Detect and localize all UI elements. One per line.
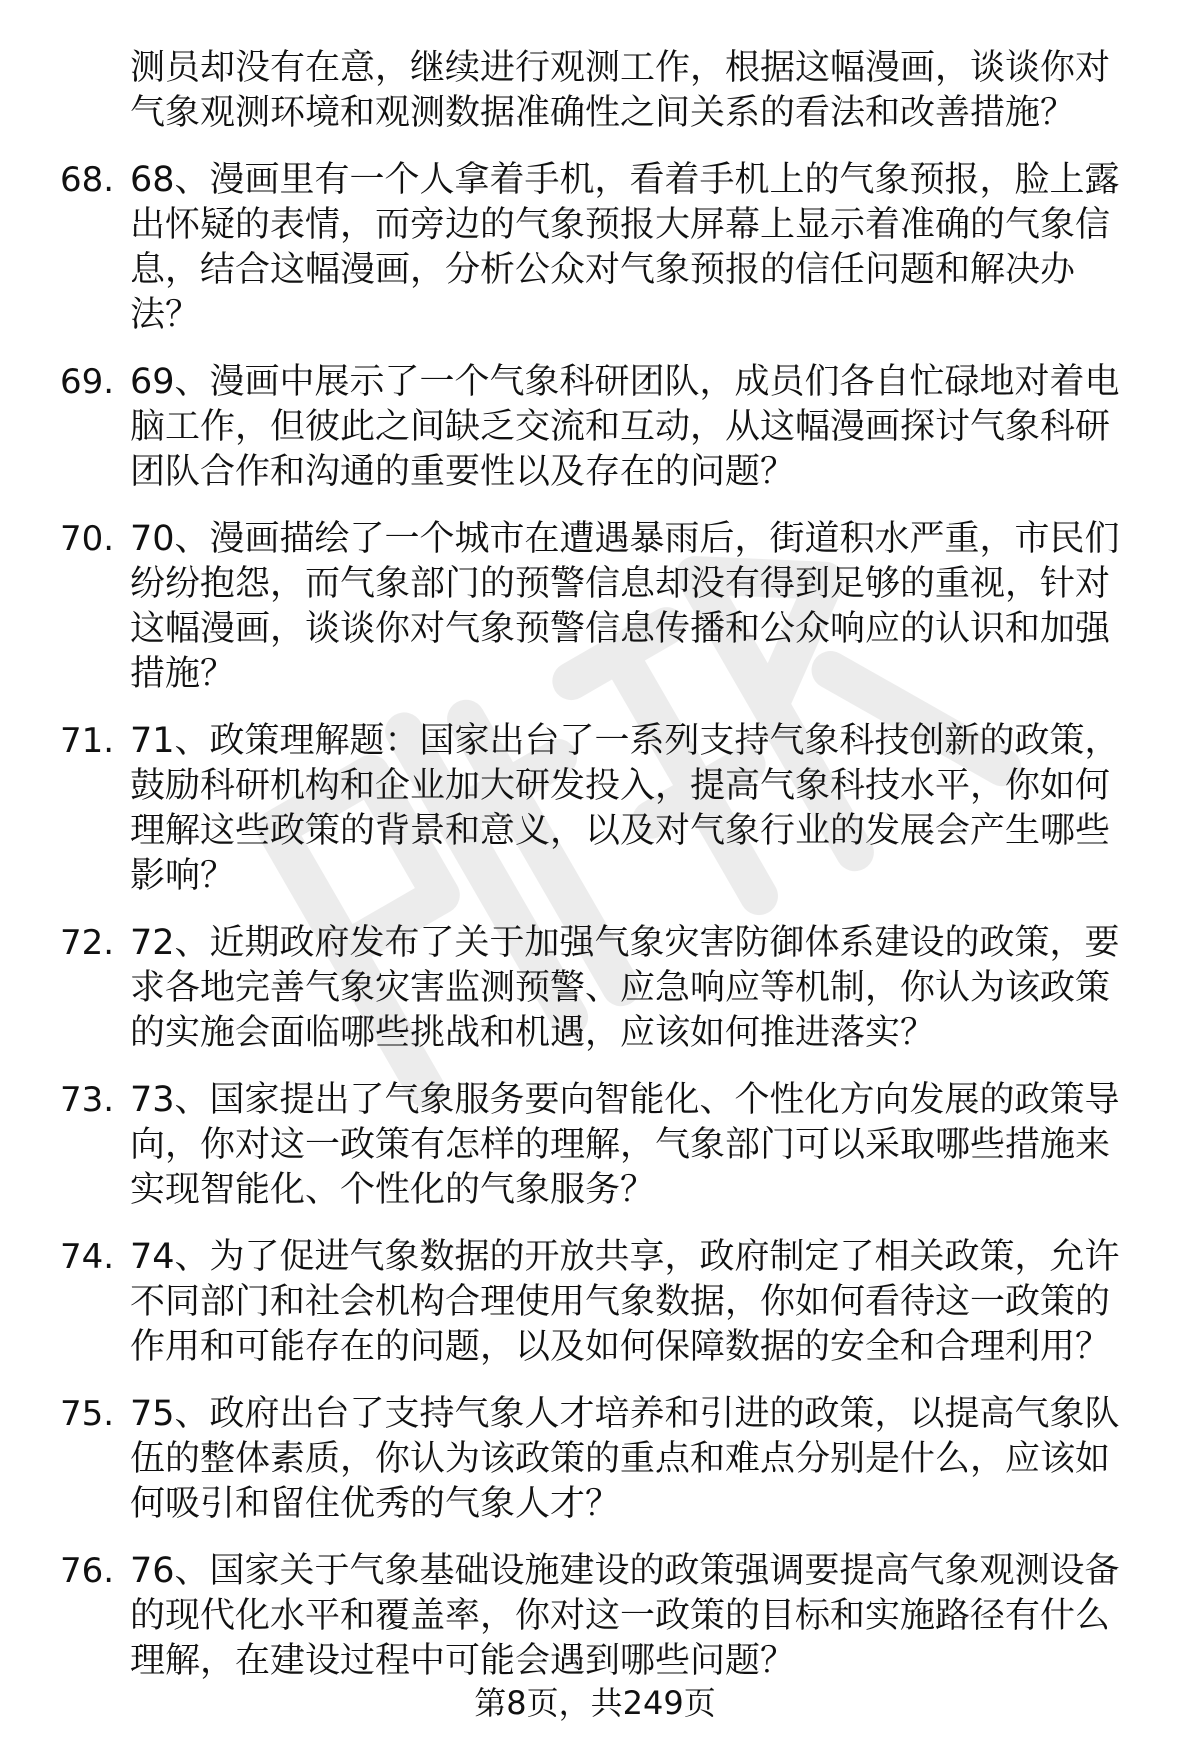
question-text: 74、为了促进气象数据的开放共享，政府制定了相关政策，允许不同部门和社会机构合理使用气象数据，你如何看待这一政策的作用和可能存在的问题，以及如何保障数据的安全和合理利用？ (130, 1237, 1120, 1367)
question-number: 72. (60, 923, 115, 963)
question-list (60, 158, 1150, 1684)
question-item (60, 1235, 1150, 1370)
question-text: 73、国家提出了气象服务要向智能化、个性化方向发展的政策导向，你对这一政策有怎样的理解，气象部门可以采取哪些措施来实现智能化、个性化的气象服务？ (130, 1080, 1120, 1210)
question-text: 69、漫画中展示了一个气象科研团队，成员们各自忙碌地对着电脑工作，但彼此之间缺乏交流和互动，从这幅漫画探讨气象科研团队合作和沟通的重要性以及存在的问题？ (130, 362, 1120, 492)
question-number: 76. (60, 1551, 115, 1591)
question-number: 70. (60, 519, 115, 559)
question-item (60, 1078, 1150, 1213)
question-item (60, 158, 1150, 338)
question-item (60, 360, 1150, 495)
question-item (60, 517, 1150, 697)
question-number: 73. (60, 1080, 115, 1120)
question-text: 71、政策理解题：国家出台了一系列支持气象科技创新的政策，鼓励科研机构和企业加大研发投入，提高气象科技水平，你如何理解这些政策的背景和意义，以及对气象行业的发展会产生哪些影响？ (130, 721, 1120, 896)
question-number: 69. (60, 362, 115, 402)
question-number: 68. (60, 160, 115, 200)
question-item (60, 1549, 1150, 1684)
question-text: 68、漫画里有一个人拿着手机，看着手机上的气象预报，脸上露出怀疑的表情，而旁边的气象预报大屏幕上显示着准确的气象信息，结合这幅漫画，分析公众对气象预报的信任问题和解决办法？ (130, 160, 1120, 335)
question-number: 75. (60, 1394, 115, 1434)
question-text: 75、政府出台了支持气象人才培养和引进的政策，以提高气象队伍的整体素质，你认为该政策的重点和难点分别是什么，应该如何吸引和留住优秀的气象人才？ (130, 1394, 1120, 1524)
question-item (60, 719, 1150, 899)
question-text: 70、漫画描绘了一个城市在遭遇暴雨后，街道积水严重，市民们纷纷抱怨，而气象部门的预警信息却没有得到足够的重视，针对这幅漫画，谈谈你对气象预警信息传播和公众响应的认识和加强措施？ (130, 519, 1120, 694)
question-number: 74. (60, 1237, 115, 1277)
continued-question-text: 测员却没有在意，继续进行观测工作，根据这幅漫画，谈谈你对气象观测环境和观测数据准确性之间关系的看法和改善措施？ (130, 48, 1111, 133)
question-item (60, 921, 1150, 1056)
question-text: 76、国家关于气象基础设施建设的政策强调要提高气象观测设备的现代化水平和覆盖率，你对这一政策的目标和实施路径有什么理解，在建设过程中可能会遇到哪些问题？ (130, 1551, 1120, 1681)
question-content (60, 46, 1150, 1706)
question-item (60, 1392, 1150, 1527)
question-text: 72、近期政府发布了关于加强气象灾害防御体系建设的政策，要求各地完善气象灾害监测预警、应急响应等机制，你认为该政策的实施会面临哪些挑战和机遇，应该如何推进落实？ (130, 923, 1120, 1053)
page-footer: 第8页，共249页 (474, 1684, 716, 1722)
question-number: 71. (60, 721, 115, 761)
